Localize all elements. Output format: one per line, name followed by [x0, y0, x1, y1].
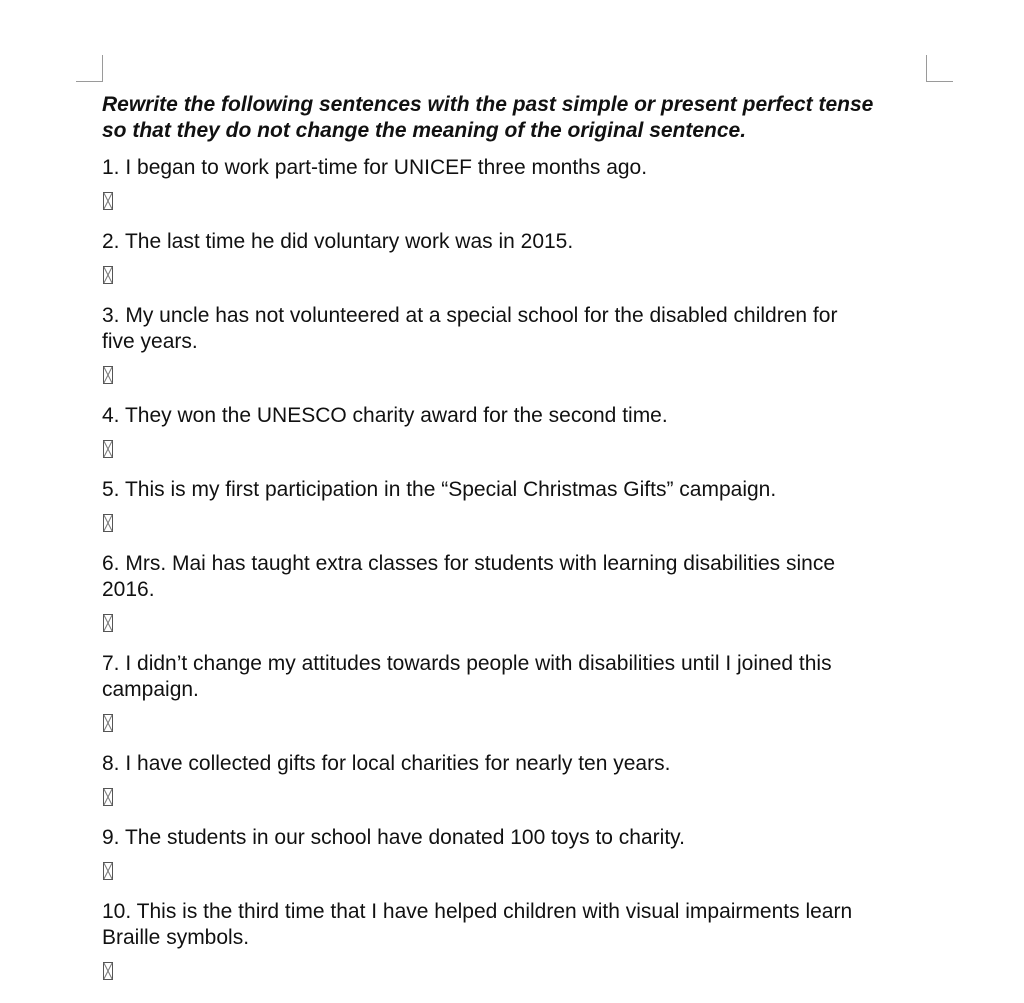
question-1 [102, 155, 932, 181]
question-8-text: 8. I have collected gifts for local charities for nearly ten years. [102, 752, 671, 775]
missing-glyph-icon [103, 266, 113, 284]
missing-glyph-icon [103, 514, 113, 532]
top-left-margin-mark [76, 55, 103, 82]
question-3-text: 3. My uncle has not volunteered at a special school for the disabled children for [102, 304, 838, 327]
question-4 [102, 403, 932, 429]
missing-glyph-icon [103, 714, 113, 732]
instruction-text [102, 92, 932, 144]
question-7-text: 7. I didn’t change my attitudes towards people with disabilities until I joined this [102, 652, 832, 675]
answer-9-line[interactable] [102, 862, 932, 888]
missing-glyph-icon [103, 788, 113, 806]
question-10-text: 10. This is the third time that I have helped children with visual impairments learn [102, 900, 853, 923]
answer-6-line[interactable] [102, 614, 932, 640]
answer-4-line[interactable] [102, 440, 932, 466]
question-2 [102, 229, 932, 255]
question-10 [102, 899, 932, 951]
question-7-text-cont: campaign. [102, 678, 199, 701]
answer-8-line[interactable] [102, 788, 932, 814]
missing-glyph-icon [103, 366, 113, 384]
instruction-line-1: Rewrite the following sentences with the past simple or present perfect tense [102, 93, 874, 116]
question-10-text-cont: Braille symbols. [102, 926, 250, 949]
missing-glyph-icon [103, 192, 113, 210]
question-9-text: 9. The students in our school have donated 100 toys to charity. [102, 826, 685, 849]
question-7 [102, 651, 932, 703]
question-6-text: 6. Mrs. Mai has taught extra classes for students with learning disabilities since [102, 552, 836, 575]
missing-glyph-icon [103, 962, 113, 980]
instruction-line-2: so that they do not change the meaning of the original sentence. [102, 119, 747, 142]
answer-2-line[interactable] [102, 266, 932, 292]
question-6-text-cont: 2016. [102, 578, 155, 601]
question-5-text: 5. This is my first participation in the “Special Christmas Gifts” campaign. [102, 478, 777, 501]
answer-10-line[interactable] [102, 962, 932, 988]
question-3 [102, 303, 932, 355]
answer-7-line[interactable] [102, 714, 932, 740]
question-8 [102, 751, 932, 777]
question-3-text-cont: five years. [102, 330, 198, 353]
missing-glyph-icon [103, 614, 113, 632]
top-right-margin-mark [926, 55, 953, 82]
question-2-text: 2. The last time he did voluntary work was in 2015. [102, 230, 574, 253]
missing-glyph-icon [103, 440, 113, 458]
answer-3-line[interactable] [102, 366, 932, 392]
missing-glyph-icon [103, 862, 113, 880]
question-9 [102, 825, 932, 851]
question-5 [102, 477, 932, 503]
answer-1-line[interactable] [102, 192, 932, 218]
question-6 [102, 551, 932, 603]
question-1-text: 1. I began to work part-time for UNICEF three months ago. [102, 156, 648, 179]
question-4-text: 4. They won the UNESCO charity award for the second time. [102, 404, 668, 427]
document-body [102, 92, 932, 988]
answer-5-line[interactable] [102, 514, 932, 540]
